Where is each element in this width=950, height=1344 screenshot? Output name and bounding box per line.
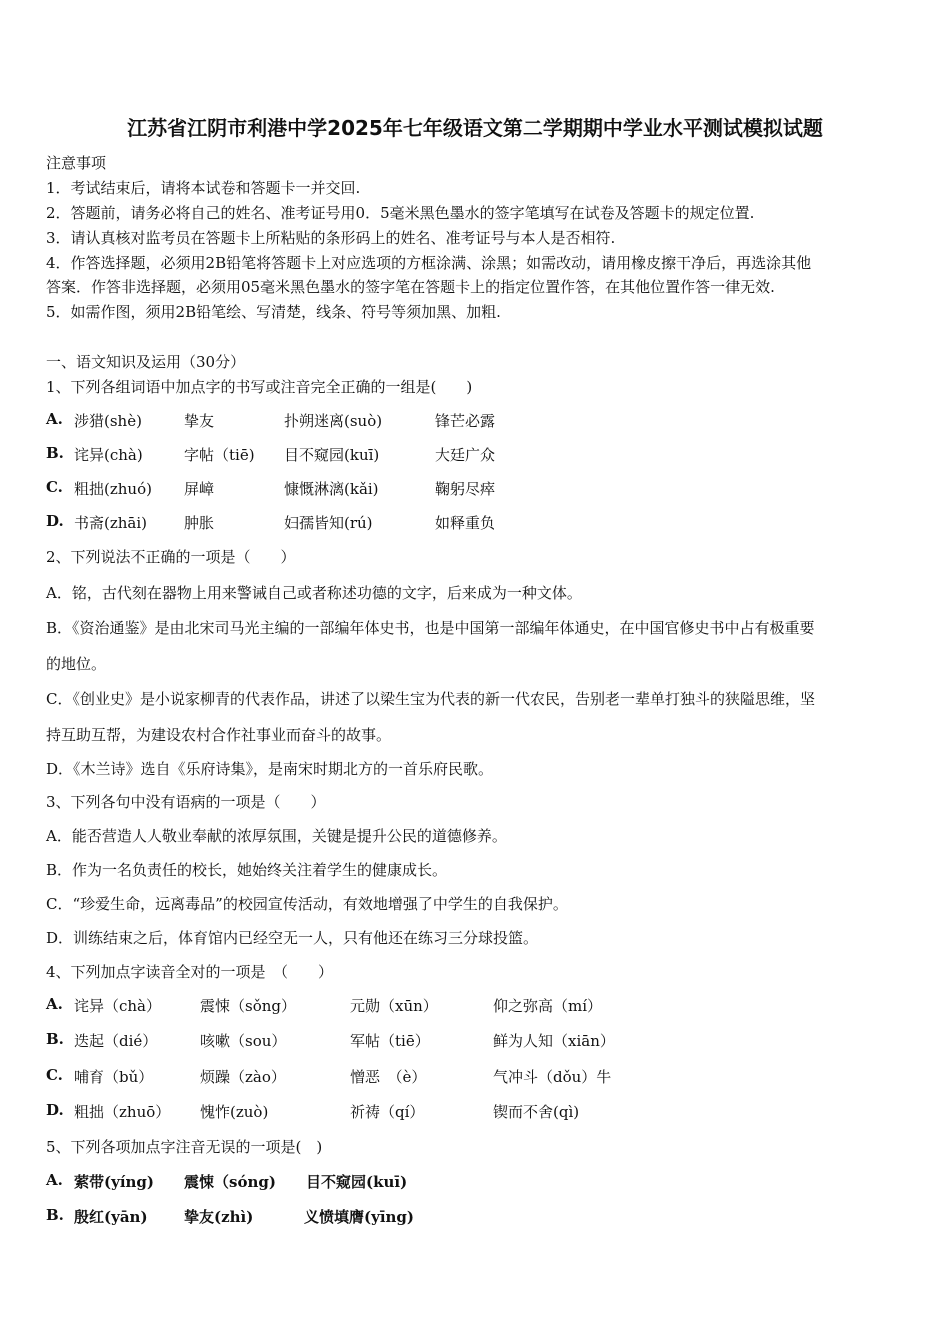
q1-b-word-4: 大廷广众 bbox=[435, 446, 496, 464]
q4-b-word-4: 鲜为人知（xiān） bbox=[493, 1032, 615, 1050]
q3-stem: 3、下列各句中没有语病的一项是（ ） bbox=[46, 793, 326, 811]
q4-b-word-3: 军帖（tiē） bbox=[350, 1032, 430, 1050]
q3-option-d: D．训练结束之后，体育馆内已经空无一人，只有他还在练习三分球投篮。 bbox=[46, 929, 539, 947]
q1-c-word-4: 鞠躬尽瘁 bbox=[435, 480, 496, 498]
q4-d-word-4: 锲而不舍(qì) bbox=[493, 1103, 580, 1121]
section-heading: 一、语文知识及运用（30分） bbox=[46, 353, 246, 371]
q1-d-word-2: 肿胀 bbox=[184, 514, 215, 532]
q4-c-word-1: 哺育（bǔ） bbox=[74, 1068, 154, 1086]
q2-option-a: A．铭，古代刻在器物上用来警诫自己或者称述功德的文字，后来成为一种文体。 bbox=[46, 584, 582, 602]
q4-c-word-3: 憎恶 （è） bbox=[350, 1068, 427, 1086]
q4-c-word-4: 气冲斗（dǒu）牛 bbox=[493, 1068, 612, 1086]
q2-option-b-cont: 的地位。 bbox=[46, 655, 107, 673]
q1-b-word-1: 诧异(chà) bbox=[74, 446, 143, 464]
q1-a-word-4: 锋芒必露 bbox=[435, 412, 496, 430]
q4-a-word-2: 震悚（sǒng） bbox=[200, 997, 296, 1015]
q4-b-word-2: 咳嗽（sou） bbox=[200, 1032, 287, 1050]
q4-c-word-2: 烦躁（zào） bbox=[200, 1068, 286, 1086]
q5-a-word-2: 震悚（sóng) bbox=[184, 1173, 276, 1191]
q1-d-word-4: 如释重负 bbox=[435, 514, 496, 532]
q2-option-c-cont: 持互助互帮，为建设农村合作社事业而奋斗的故事。 bbox=[46, 726, 392, 744]
q4-d-word-2: 愧怍(zuò) bbox=[200, 1103, 269, 1121]
q4-d-word-1: 粗拙（zhuō） bbox=[74, 1103, 171, 1121]
q3-option-c: C．“珍爱生命，远离毒品”的校园宣传活动，有效地增强了中学生的自我保护。 bbox=[46, 895, 568, 913]
option-label: C. bbox=[46, 478, 63, 496]
notice-heading: 注意事项 bbox=[46, 154, 107, 172]
q2-option-d: D．《木兰诗》选自《乐府诗集》，是南宋时期北方的一首乐府民歌。 bbox=[46, 760, 494, 778]
q1-stem: 1、下列各组词语中加点字的书写或注音完全正确的一组是( ) bbox=[46, 378, 473, 396]
q1-a-word-1: 涉猎(shè) bbox=[74, 412, 142, 430]
q5-a-word-3: 目不窥园(kuī) bbox=[306, 1173, 408, 1191]
q5-b-word-1: 殷红(yān) bbox=[74, 1208, 148, 1226]
q1-d-word-1: 书斋(zhāi) bbox=[74, 514, 148, 532]
notice-item-5: 5．如需作图，须用2B铅笔绘、写清楚，线条、符号等须加黑、加粗. bbox=[46, 303, 501, 321]
q1-c-word-3: 慷慨淋漓(kǎi) bbox=[284, 480, 379, 498]
option-label: D. bbox=[46, 512, 64, 530]
q1-a-word-3: 扑朔迷离(suò) bbox=[284, 412, 383, 430]
notice-item-1: 1．考试结束后，请将本试卷和答题卡一并交回. bbox=[46, 179, 361, 197]
q4-a-word-1: 诧异（chà） bbox=[74, 997, 162, 1015]
q5-b-word-2: 挚友(zhì) bbox=[184, 1208, 254, 1226]
option-label: A. bbox=[46, 410, 63, 428]
q4-b-word-1: 迭起（dié） bbox=[74, 1032, 158, 1050]
q4-stem: 4、下列加点字读音全对的一项是 （ ） bbox=[46, 963, 334, 981]
q1-c-word-2: 屏嶂 bbox=[184, 480, 215, 498]
q1-b-word-2: 字帖（tiē) bbox=[184, 446, 255, 464]
q3-option-a: A．能否营造人人敬业奉献的浓厚氛围，关键是提升公民的道德修养。 bbox=[46, 827, 507, 845]
option-label: A. bbox=[46, 995, 63, 1013]
q1-c-word-1: 粗拙(zhuó) bbox=[74, 480, 152, 498]
q2-option-c: C．《创业史》是小说家柳青的代表作品，讲述了以梁生宝为代表的新一代农民，告别老一辈单打独斗的狭隘思维，坚 bbox=[46, 690, 815, 708]
notice-item-3: 3．请认真核对监考员在答题卡上所粘贴的条形码上的姓名、准考证号与本人是否相符. bbox=[46, 229, 616, 247]
q2-option-b: B．《资治通鉴》是由北宋司马光主编的一部编年体史书，也是中国第一部编年体通史，在中国官修史书中占有极重要 bbox=[46, 619, 815, 637]
q4-a-word-4: 仰之弥高（mí） bbox=[493, 997, 603, 1015]
notice-item-2: 2．答题前，请务必将自己的姓名、准考证号用0．5毫米黑色墨水的签字笔填写在试卷及答题卡的规定位置. bbox=[46, 204, 755, 222]
option-label: B. bbox=[46, 444, 64, 462]
page-title: 江苏省江阴市利港中学2025年七年级语文第二学期期中学业水平测试模拟试题 bbox=[127, 116, 823, 140]
q5-b-word-3: 义愤填膺(yīng) bbox=[304, 1208, 415, 1226]
option-label: B. bbox=[46, 1206, 64, 1224]
notice-item-4: 4．作答选择题，必须用2B铅笔将答题卡上对应选项的方框涂满、涂黑；如需改动，请用橡皮擦干净后，再选涂其他 bbox=[46, 254, 812, 272]
q1-a-word-2: 挚友 bbox=[184, 412, 215, 430]
q1-b-word-3: 目不窥园(kuī) bbox=[284, 446, 380, 464]
notice-item-4-cont: 答案．作答非选择题，必须用05毫米黑色墨水的签字笔在答题卡上的指定位置作答，在其他位置作答一律无效. bbox=[46, 278, 775, 296]
option-label: C. bbox=[46, 1066, 63, 1084]
q5-a-word-1: 萦带(yíng) bbox=[74, 1173, 155, 1191]
q5-stem: 5、下列各项加点字注音无误的一项是( ) bbox=[46, 1138, 323, 1156]
q4-d-word-3: 祈祷（qí） bbox=[350, 1103, 425, 1121]
q2-stem: 2、下列说法不正确的一项是（ ） bbox=[46, 548, 296, 566]
q1-d-word-3: 妇孺皆知(rú) bbox=[284, 514, 373, 532]
q3-option-b: B．作为一名负责任的校长，她始终关注着学生的健康成长。 bbox=[46, 861, 448, 879]
q4-a-word-3: 元勋（xūn） bbox=[350, 997, 438, 1015]
option-label: A. bbox=[46, 1171, 63, 1189]
option-label: D. bbox=[46, 1101, 64, 1119]
option-label: B. bbox=[46, 1030, 64, 1048]
